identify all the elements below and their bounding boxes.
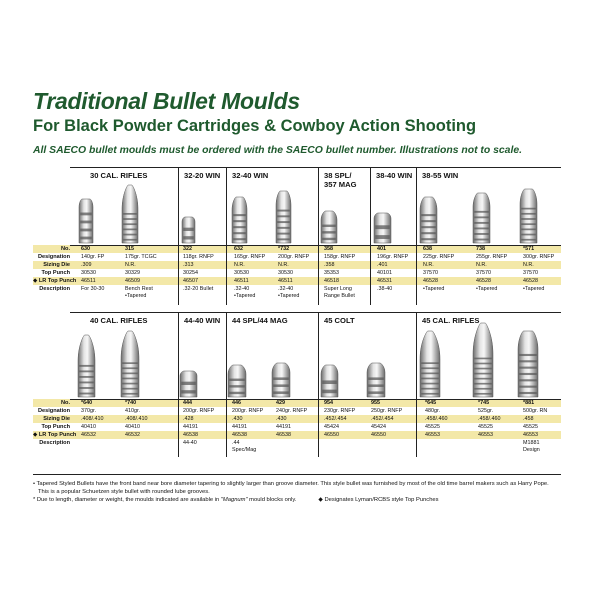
row-label-top: Top Punch (41, 270, 70, 276)
row-label-designation: Designation (37, 408, 70, 414)
cell-value: 480gr. (425, 407, 440, 414)
group-divider (416, 312, 417, 457)
cell-lr (423, 278, 438, 285)
cell-designation (276, 408, 307, 415)
cell-no (371, 400, 380, 407)
cell-desc (183, 440, 197, 447)
bullet-image-446 (227, 364, 247, 398)
cell-value: 37570 (476, 269, 491, 276)
cell-value: 45424 (324, 423, 339, 430)
cell-lr (377, 278, 392, 285)
cell-value: .38-40 (377, 285, 393, 292)
cell-sizing (371, 416, 393, 423)
bullet-image-m640 (77, 334, 96, 398)
row-label-sizing: Sizing Die (43, 262, 70, 268)
cell-designation (125, 408, 140, 415)
cell-lr (125, 278, 140, 285)
cell-value: .458 (523, 415, 534, 422)
cell-top (183, 424, 198, 431)
cell-top (234, 270, 249, 277)
cell-value: 954 (324, 399, 333, 406)
cell-value: *745 (478, 399, 490, 406)
cell-lr (425, 432, 440, 439)
cell-value-2: Design (523, 446, 540, 453)
cell-value: 45424 (371, 423, 386, 430)
cell-value: *881 (523, 399, 535, 406)
cell-no (234, 246, 243, 253)
cell-top (276, 424, 291, 431)
cell-value: 46532 (81, 431, 96, 438)
cell-value: 250gr. RNFP (371, 407, 403, 414)
row-label-top: Top Punch (41, 424, 70, 430)
cell-value: .44 (232, 439, 240, 446)
row-label-designation: Designation (37, 254, 70, 260)
cell-value: 401 (377, 245, 386, 252)
cell-lr (81, 278, 96, 285)
bullet-image-358 (320, 210, 338, 244)
group-title-top-0: 30 CAL. RIFLES (90, 171, 148, 180)
cell-no (478, 400, 489, 407)
bullet-image-m645 (419, 330, 441, 398)
cell-lr (234, 278, 249, 285)
cell-value: 46532 (125, 431, 140, 438)
group-divider (370, 167, 371, 305)
cell-value-2: •Tapered (278, 292, 300, 299)
cell-value: 200gr. RNFP (183, 407, 215, 414)
bullet-image-954 (320, 364, 339, 398)
cell-value: *740 (125, 399, 137, 406)
footnote-tapered-cont: This is a popular Schuetzen style bullet with rounded lube grooves. (38, 489, 210, 495)
cell-value: 30329 (125, 269, 140, 276)
cell-top (476, 270, 491, 277)
cell-value: 444 (183, 399, 192, 406)
cell-value: Super Long (324, 285, 352, 292)
cell-value: 500gr. RN (523, 407, 548, 414)
cell-value-2: Range Bullet (324, 292, 355, 299)
cell-value: 632 (234, 245, 243, 252)
cell-top (125, 424, 140, 431)
cell-lr (371, 432, 386, 439)
bullet-image-m745 (472, 322, 494, 398)
cell-designation (523, 408, 547, 415)
cell-designation (183, 408, 214, 415)
cell-value: 300gr. RNFP (523, 253, 555, 260)
bullet-image-738 (472, 192, 491, 244)
cell-value: 196gr. RNFP (377, 253, 409, 260)
row-label-lr: ◆ LR Top Punch (33, 278, 77, 284)
bullet-image-m881 (517, 330, 539, 398)
cell-designation (234, 254, 265, 261)
cell-value: N.R. (423, 261, 434, 268)
table-bottom-line (33, 474, 561, 475)
cell-designation (278, 254, 309, 261)
cell-value: 45525 (523, 423, 538, 430)
cell-top (278, 270, 293, 277)
cell-value: 46550 (324, 431, 339, 438)
cell-value: 46553 (478, 431, 493, 438)
cell-sizing (377, 262, 388, 269)
group-title-bottom-4: 45 CAL. RIFLES (422, 316, 480, 325)
cell-lr (183, 278, 198, 285)
cell-value: 429 (276, 399, 285, 406)
cell-desc (324, 286, 355, 300)
cell-top (523, 270, 538, 277)
cell-value: 44191 (276, 423, 291, 430)
cell-no (81, 400, 92, 407)
cell-value: •Tapered (476, 285, 498, 292)
cell-value: .452/.454 (371, 415, 394, 422)
cell-value: .458/.460 (478, 415, 501, 422)
cell-value: .32-40 (234, 285, 250, 292)
cell-value: 46528 (476, 277, 491, 284)
cell-sizing (81, 262, 92, 269)
cell-sizing (478, 416, 500, 423)
cell-top (425, 424, 440, 431)
footnote-tapered: • Tapered Styled Bullets have the front band near bore diameter tapering to slightly larger than groove diameter. This style bullet was furnished by most of the old time barrel makers such as Harry Pope. (33, 481, 549, 487)
bullet-image-m740 (120, 330, 140, 398)
cell-value: 37570 (523, 269, 538, 276)
cell-top (478, 424, 493, 431)
cell-value: .309 (81, 261, 92, 268)
cell-no (81, 246, 90, 253)
group-title-top-5: 38-55 WIN (422, 171, 459, 180)
group-title-bottom-3: 45 COLT (324, 316, 355, 325)
cell-value: 738 (476, 245, 485, 252)
cell-value: 638 (423, 245, 432, 252)
cell-desc (81, 286, 104, 293)
cell-designation (125, 254, 157, 261)
cell-designation (232, 408, 263, 415)
group-title-top-3 (324, 171, 357, 189)
cell-desc (377, 286, 392, 293)
cell-value: 200gr. RNFP (232, 407, 264, 414)
group-title-top-4: 38-40 WIN (376, 171, 413, 180)
cell-sizing (183, 262, 194, 269)
cell-sizing (324, 416, 346, 423)
cell-value: 46553 (523, 431, 538, 438)
cell-value: 46550 (371, 431, 386, 438)
cell-value: •Tapered (523, 285, 545, 292)
cell-top (377, 270, 392, 277)
bullet-image-m571 (519, 188, 538, 244)
cell-value: 158gr. RNFP (324, 253, 356, 260)
group-divider (178, 167, 179, 305)
page-subtitle: For Black Powder Cartridges & Cowboy Action Shooting (33, 117, 477, 135)
cell-value: 46511 (234, 277, 249, 284)
footnotes (33, 480, 573, 504)
cell-lr (278, 278, 293, 285)
cell-lr (476, 278, 491, 285)
cell-lr (324, 432, 339, 439)
cell-top (523, 424, 538, 431)
cell-value: .408/.410 (81, 415, 104, 422)
cell-desc (523, 440, 540, 454)
cell-sizing (523, 262, 534, 269)
bullet-image-401 (373, 212, 392, 244)
group-title-line: 357 MAG (324, 180, 357, 189)
section-line (70, 312, 561, 313)
cell-value: 630 (81, 245, 90, 252)
cell-sizing (125, 416, 147, 423)
cell-value: N.R. (278, 261, 289, 268)
cell-desc (232, 440, 256, 454)
cell-lr (523, 278, 538, 285)
cell-value: 35353 (324, 269, 339, 276)
cell-value: 46553 (425, 431, 440, 438)
cell-value: *732 (278, 245, 290, 252)
bullet-moulds-table (33, 167, 561, 475)
group-title-top-1: 32-20 WIN (184, 171, 221, 180)
cell-desc (278, 286, 299, 300)
cell-top (183, 270, 198, 277)
cell-value: 46511 (278, 277, 293, 284)
cell-no (232, 400, 241, 407)
cell-value: 44191 (183, 423, 198, 430)
cell-no (183, 246, 192, 253)
cell-sizing (278, 262, 289, 269)
cell-value: 30530 (234, 269, 249, 276)
cell-top (125, 270, 140, 277)
cell-value: 46528 (523, 277, 538, 284)
cell-value: 30254 (183, 269, 198, 276)
cell-value: *645 (425, 399, 437, 406)
cell-sizing (232, 416, 243, 423)
bullet-image-638 (419, 196, 438, 244)
cell-value: 955 (371, 399, 380, 406)
cell-no (425, 400, 436, 407)
cell-no (276, 400, 285, 407)
cell-value: 44-40 (183, 439, 197, 446)
cell-value: 370gr. (81, 407, 96, 414)
cell-value: 37570 (423, 269, 438, 276)
group-title-bottom-0: 40 CAL. RIFLES (90, 316, 148, 325)
cell-value: .452/.454 (324, 415, 347, 422)
cell-value: 118gr. RNFP (183, 253, 214, 260)
section-line (70, 245, 561, 246)
cell-designation (377, 254, 408, 261)
cell-value: .458/.460 (425, 415, 448, 422)
cell-lr (324, 278, 339, 285)
cell-value: 46528 (423, 277, 438, 284)
group-title-top-2: 32-40 WIN (232, 171, 269, 180)
cell-value: .430 (232, 415, 243, 422)
cell-value: N.R. (523, 261, 534, 268)
cell-sizing (324, 262, 335, 269)
cell-sizing (125, 262, 136, 269)
row-label-no: No. (60, 400, 70, 406)
bullet-image-m732 (275, 190, 292, 244)
cell-no (324, 400, 333, 407)
cell-value: 230gr. RNFP (324, 407, 356, 414)
cell-value: 44191 (232, 423, 247, 430)
cell-lr (183, 432, 198, 439)
cell-value: 525gr. (478, 407, 493, 414)
cell-value-2: Spec/Mag (232, 446, 257, 453)
cell-value: 46509 (125, 277, 140, 284)
cell-value: N.R. (476, 261, 487, 268)
cell-sizing (183, 416, 194, 423)
cell-sizing (523, 416, 534, 423)
cell-value: 240gr. RNFP (276, 407, 308, 414)
bullet-image-444 (179, 370, 198, 398)
cell-value: .401 (377, 261, 388, 268)
cell-value: 46538 (232, 431, 247, 438)
row-label-sizing: Sizing Die (43, 416, 70, 422)
cell-no (125, 246, 134, 253)
bullet-image-322 (181, 216, 196, 244)
cell-value: 45525 (478, 423, 493, 430)
group-title-bottom-1: 44-40 WIN (184, 316, 221, 325)
cell-value: .430 (276, 415, 287, 422)
group-divider (226, 167, 227, 305)
cell-value: 45525 (425, 423, 440, 430)
cell-value: 175gr. TCGC (125, 253, 157, 260)
cell-value-2: •Tapered (234, 292, 256, 299)
cell-top (232, 424, 247, 431)
cell-value: *571 (523, 245, 535, 252)
bullet-image-632 (231, 196, 248, 244)
cell-value-2: •Tapered (125, 292, 147, 299)
bullet-image-630 (78, 198, 94, 244)
cell-sizing (423, 262, 434, 269)
cell-value: 40101 (377, 269, 392, 276)
group-title-bottom-2: 44 SPL/44 MAG (232, 316, 288, 325)
cell-sizing (425, 416, 447, 423)
cell-value: 46531 (377, 277, 392, 284)
cell-no (476, 246, 485, 253)
cell-sizing (81, 416, 103, 423)
cell-sizing (276, 416, 287, 423)
cell-top (81, 424, 96, 431)
cell-value: 410gr. (125, 407, 140, 414)
cell-designation (81, 408, 96, 415)
cell-top (371, 424, 386, 431)
cell-value: 446 (232, 399, 241, 406)
bullet-image-429 (271, 362, 291, 398)
cell-sizing (476, 262, 487, 269)
cell-lr (125, 432, 140, 439)
cell-value: 40410 (81, 423, 96, 430)
cell-value: 358 (324, 245, 333, 252)
cell-desc (476, 286, 497, 293)
cell-value: 46538 (183, 431, 198, 438)
cell-value: .428 (183, 415, 194, 422)
bullet-image-315 (121, 184, 139, 244)
cell-no (183, 400, 192, 407)
cell-value: N.R. (234, 261, 245, 268)
ordering-notice: All SAECO bullet moulds must be ordered with the SAECO bullet number. Illustrations not to scale. (33, 145, 522, 156)
cell-lr (232, 432, 247, 439)
cell-value: M1881 (523, 439, 540, 446)
group-divider (318, 167, 319, 305)
row-band-desc (33, 439, 561, 455)
group-title-line: 38 SPL/ (324, 171, 352, 180)
cell-designation (478, 408, 493, 415)
row-label-no: No. (60, 246, 70, 252)
cell-value: 40410 (125, 423, 140, 430)
cell-designation (324, 254, 355, 261)
cell-lr (276, 432, 291, 439)
cell-desc (523, 286, 544, 293)
cell-designation (523, 254, 554, 261)
cell-value: 322 (183, 245, 192, 252)
cell-lr (523, 432, 538, 439)
row-label-desc: Description (39, 286, 70, 292)
cell-top (324, 270, 339, 277)
cell-value: *640 (81, 399, 93, 406)
cell-value: 30530 (81, 269, 96, 276)
cell-desc (183, 286, 213, 293)
cell-value: 200gr. RNFP (278, 253, 310, 260)
cell-desc (423, 286, 444, 293)
cell-top (423, 270, 438, 277)
cell-designation (183, 254, 214, 261)
cell-designation (423, 254, 454, 261)
cell-designation (324, 408, 355, 415)
cell-value: .408/.410 (125, 415, 148, 422)
cell-value: 46507 (183, 277, 198, 284)
cell-no (324, 246, 333, 253)
cell-value: 46538 (276, 431, 291, 438)
cell-desc (125, 286, 153, 300)
cell-value: •Tapered (423, 285, 445, 292)
cell-no (423, 246, 432, 253)
cell-designation (425, 408, 440, 415)
cell-value: 225gr. RNFP (423, 253, 455, 260)
cell-value: .32-40 (278, 285, 294, 292)
footnote-magnum: * Due to length, diameter or weight, the moulds indicated are available in "Magnum" mould blocks only. ◆ Designates Lyman/RCBS style Top Punches (33, 497, 439, 503)
cell-designation (371, 408, 402, 415)
cell-value: 46518 (324, 277, 339, 284)
cell-no (278, 246, 289, 253)
cell-value: 46511 (81, 277, 96, 284)
row-label-desc: Description (39, 440, 70, 446)
cell-top (324, 424, 339, 431)
cell-lr (81, 432, 96, 439)
cell-value: N.R. (125, 261, 136, 268)
group-divider (416, 167, 417, 305)
cell-no (125, 400, 136, 407)
cell-designation (476, 254, 507, 261)
cell-top (81, 270, 96, 277)
section-line (70, 167, 561, 168)
cell-value: 165gr. RNFP (234, 253, 266, 260)
cell-lr (478, 432, 493, 439)
cell-value: .32-20 Bullet (183, 285, 214, 292)
cell-value: For 30-30 (81, 285, 105, 292)
cell-sizing (234, 262, 245, 269)
cell-no (523, 246, 534, 253)
cell-value: .313 (183, 261, 194, 268)
cell-value: 315 (125, 245, 134, 252)
cell-value: 30530 (278, 269, 293, 276)
cell-desc (234, 286, 255, 300)
cell-value: .358 (324, 261, 335, 268)
cell-designation (81, 254, 104, 261)
bullet-image-955 (366, 362, 386, 398)
cell-value: Bench Rest (125, 285, 153, 292)
cell-value: 255gr. RNFP (476, 253, 508, 260)
cell-no (377, 246, 386, 253)
cell-no (523, 400, 534, 407)
cell-value: 140gr. FP (81, 253, 105, 260)
row-label-lr: ◆ LR Top Punch (33, 432, 77, 438)
page-title: Traditional Bullet Moulds (33, 88, 300, 114)
